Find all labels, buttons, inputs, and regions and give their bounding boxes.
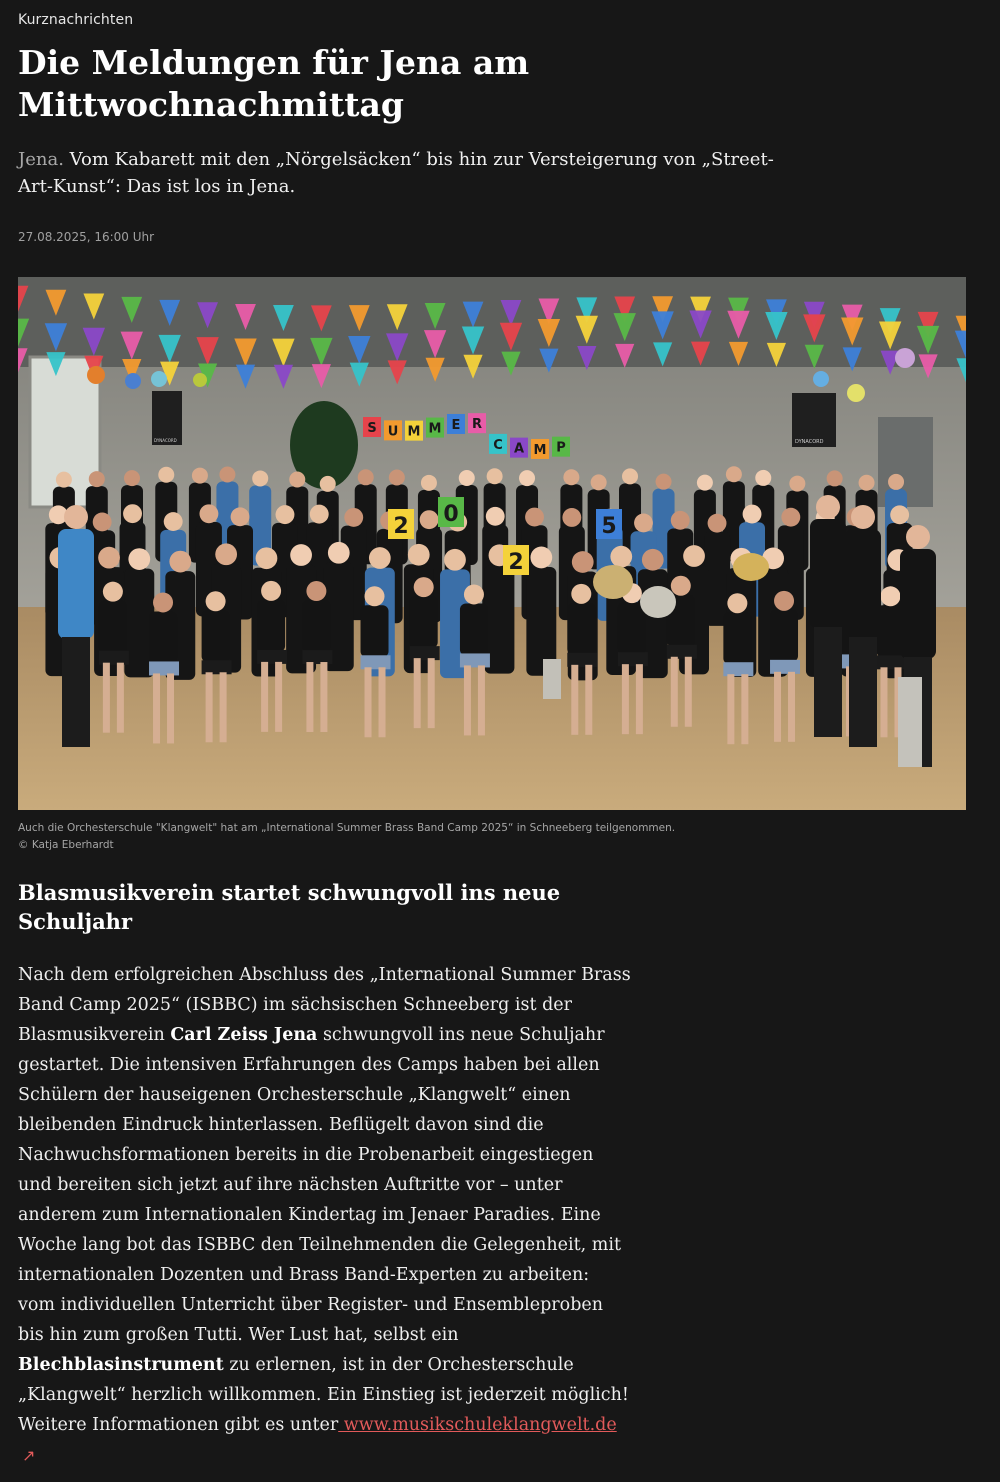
sign-letter: M [533, 442, 547, 458]
year-digit: 0 [443, 502, 459, 527]
bold-instrument: Blechblasinstrument [18, 1355, 224, 1375]
body-line: vom individuellen Unterricht über Register- und Ensembleproben [18, 1295, 604, 1315]
year-digit: 5 [601, 514, 617, 539]
speaker-brand-left: DYNACORD [154, 438, 177, 443]
external-link-icon[interactable]: ↗ [22, 1446, 36, 1465]
kicker[interactable]: Kurznachrichten [18, 12, 134, 28]
body-line: und bereiten sich jetzt auf ihre nächsten Auftritte vor – unter [18, 1175, 563, 1195]
sign-letter: S [367, 421, 377, 436]
caption-text: Auch die Orchesterschule "Klangwelt" hat am „International Summer Brass Band Camp 2025“ in Schneeberg teilgenommen. [18, 822, 676, 834]
body-line: Nachwuchsformationen bereits in die Probenarbeit eingestiegen [18, 1145, 594, 1165]
year-digit: 2 [393, 514, 409, 539]
section-subhead: Blasmusikverein startet schwungvoll ins neue Schuljahr [18, 880, 561, 934]
article-photo[interactable] [18, 277, 966, 810]
teaser-place: Jena. [18, 149, 64, 170]
sign-letter: A [513, 441, 525, 457]
sign-letter: C [493, 437, 503, 453]
photo-credit: © Katja Eberhardt [18, 839, 114, 851]
bold-org-name: Carl Zeiss Jena [170, 1025, 318, 1045]
photo-illustration [18, 277, 966, 810]
body-line: bleibenden Eindruck hinterlassen. Beflügelt davon sind die [18, 1115, 544, 1135]
body-line: bis hin zum großen Tutti. Wer Lust hat, selbst ein [18, 1325, 459, 1345]
sign-letter: R [471, 417, 483, 433]
body-line: anderem zum Internationalen Kindertag im Jenaer Paradies. Eine [18, 1205, 601, 1225]
photo-caption [18, 820, 966, 854]
body-line: Nach dem erfolgreichen Abschluss des „International Summer Brass [18, 965, 631, 985]
sign-letter: P [556, 440, 566, 456]
body-line: internationalen Dozenten und Brass Band-Experten zu arbeiten: [18, 1265, 590, 1285]
teaser [18, 146, 808, 200]
teaser-text: Vom Kabarett mit den „Nörgelsäcken“ bis hin zur Versteigerung von „Street-Art-Kunst“: Das ist los in Jena. [18, 149, 774, 197]
body-line: Woche lang bot das ISBBC den Teilnehmenden die Gelegenheit, mit [18, 1235, 622, 1255]
speaker-brand-right: DYNACORD [795, 439, 824, 445]
sign-letter: U [387, 424, 399, 440]
body-line: Blechblasinstrument zu erlernen, ist in der Orchesterschule [18, 1355, 574, 1375]
sign-letter: E [451, 417, 461, 433]
year-digit: 2 [508, 550, 524, 575]
music-school-link[interactable]: www.musikschuleklangwelt.de [338, 1415, 617, 1435]
body-line: Weitere Informationen gibt es unter www.musikschuleklangwelt.de [18, 1415, 617, 1435]
body-line: gestartet. Die intensiven Erfahrungen des Camps haben bei allen [18, 1055, 600, 1075]
body-line: Schülern der hauseigenen Orchesterschule „Klangwelt“ einen [18, 1085, 571, 1105]
body-line: Blasmusikverein Carl Zeiss Jena schwungvoll ins neue Schuljahr [18, 1025, 605, 1045]
body-line: Band Camp 2025“ (ISBBC) im sächsischen Schneeberg ist der [18, 995, 573, 1015]
publish-date: 27.08.2025, 16:00 Uhr [18, 230, 155, 244]
section-body [18, 960, 643, 1440]
headline: Die Meldungen für Jena am Mittwochnachmittag [18, 43, 530, 124]
sign-letter: M [407, 424, 421, 440]
body-line: „Klangwelt“ herzlich willkommen. Ein Einstieg ist jederzeit möglich! [18, 1385, 629, 1405]
sign-letter: M [428, 421, 442, 437]
